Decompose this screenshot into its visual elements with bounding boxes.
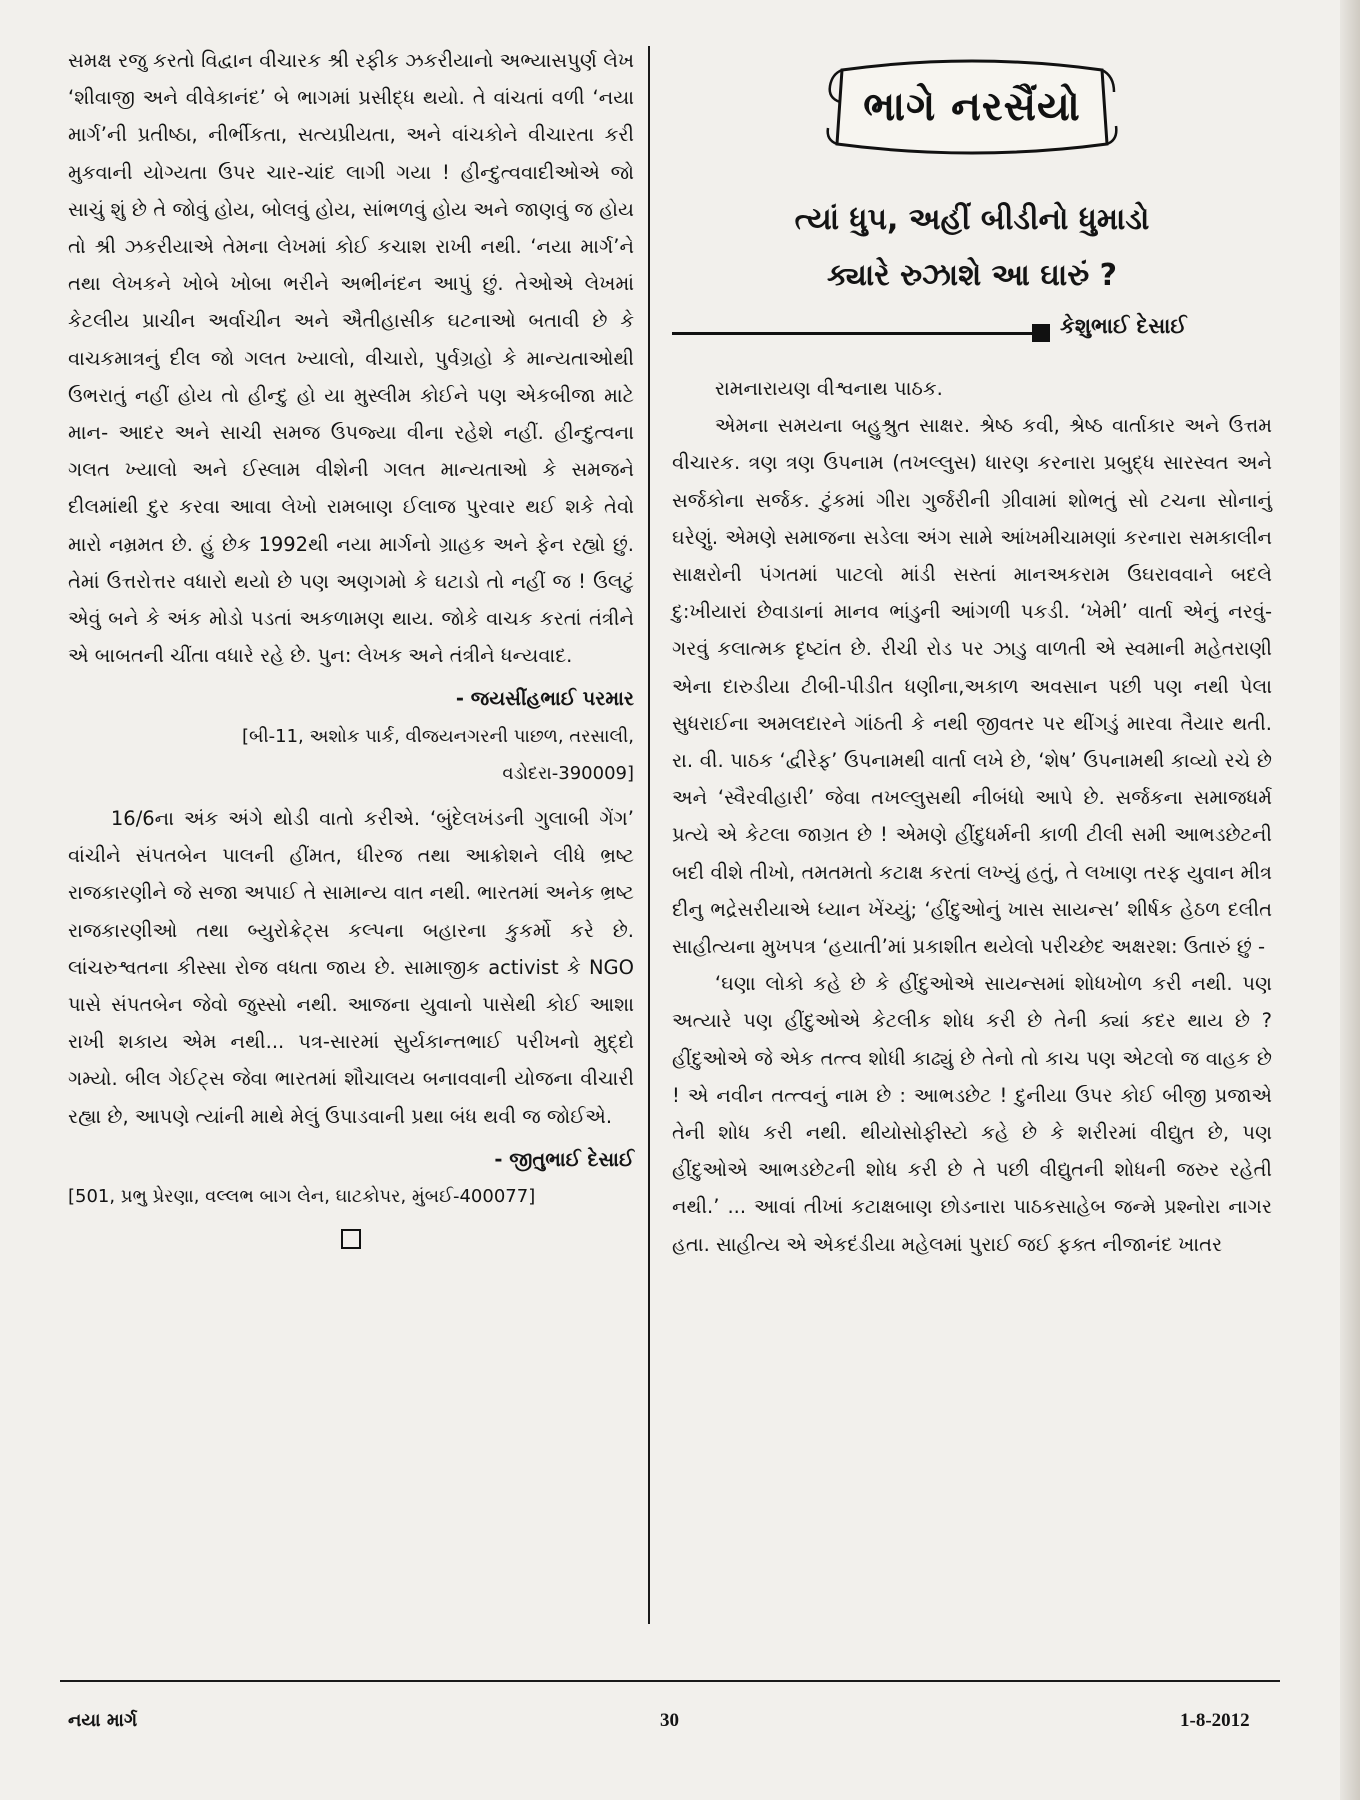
article-body bbox=[672, 370, 1272, 1263]
section-banner bbox=[672, 42, 1272, 192]
article-headline-line2: ક્યારે રુઝાશે આ ઘારું ? bbox=[826, 258, 1118, 293]
letter-1-address-line1: [બી-11, અશોક પાર્ક, વીજયનગરની પાછળ, તરસાલી, bbox=[242, 725, 634, 747]
letter-2-signature: - જીતુભાઈ દેસાઈ bbox=[494, 1147, 634, 1171]
byline-square-icon bbox=[1032, 324, 1050, 342]
letter-2-address: [501, પ્રભુ પ્રેરણા, વલ્લભ બાગ લેન, ઘાટકોપર, મુંબઈ-400077] bbox=[68, 1186, 536, 1208]
letters-column bbox=[68, 42, 634, 1257]
article-paragraph-2: ‘ઘણા લોકો કહે છે કે હીંદુઓએ સાયન્સમાં શોધખોળ કરી નથી. પણ અત્યારે પણ હીંદુઓએ કેટલીક શોધ કરી છે તેની ક્યાં કદર થાય છે ? હીંદુઓએ જે એક તત્ત્વ શોધી કાઢ્યું છે તેનો તો કાચ પણ એટલો જ વાહક છે ! એ નવીન તત્ત્વનું નામ છે : આભડછેટ ! દુનીયા ઉપર કોઈ બીજી પ્રજાએ તેની શોધ કરી નથી. થીયોસોફીસ્ટો કહે છે કે શરીરમાં વીદ્યુત છે, પણ હીંદુઓએ આભડછેટની શોધ કરી છે તે પછી વીદ્યુતની શોધની જરુર રહેતી નથી.’ ... આવાં તીખાં કટાક્ષબાણ છોડનારા પાઠકસાહેબ જન્મે પ્રશ્નોરા નાગર હતા. સાહીત્ય એ એકદંડીયા મહેલમાં પુરાઈ જઈ ફક્ત નીજાનંદ ખાતર bbox=[672, 972, 1272, 1256]
article-paragraph-1: એમના સમયના બહુશ્રુત સાક્ષર. શ્રેષ્ઠ કવી, શ્રેષ્ઠ વાર્તાકાર અને ઉત્તમ વીચારક. ત્રણ ત્રણ ઉપનામ (તખલ્લુસ) ધારણ કરનારા પ્રબુદ્ધ સારસ્વત અને સર્જકોના સર્જક. ટુંકમાં ગીરા ગુર્જરીની ગ્રીવામાં શોભતું સો ટચના સોનાનું ઘરેણું. એમણે સમાજના સડેલા અંગ સામે આંખમીચામણાં કરનારા સમકાલીન સાક્ષરોની પંગતમાં પાટલો માંડી સસ્તાં માનઅકરામ ઉઘરાવવાને બદલે દુ:ખીયારાં છેવાડાનાં માનવ ભાંડુની આંગળી પકડી. ‘ખેમી’ વાર્તા એનું નરવું-ગરવું કલાત્મક દૃષ્ટાંત છે. રીચી રોડ પર ઝાડુ વાળતી એ સ્વમાની મહેતરાણી એના દારુડીયા ટીબી-પીડીત ધણીના,અકાળ અવસાન પછી પણ નથી પેલા સુધરાઈના અમલદારને ગાંઠતી કે નથી જીવતર પર થીંગડું મારવા તૈયાર થતી. રા. વી. પાઠક ‘દ્વીરેફ’ ઉપનામથી વાર્તા લખે છે, ‘શેષ’ ઉપનામથી કાવ્યો રચે છે અને ‘સ્વૈરવીહારી’ જેવા તખલ્લુસથી નીબંધો આપે છે. સર્જકના સમાજધર્મ પ્રત્યે એ કેટલા જાગ્રત છે ! એમણે હીંદુધર્મની કાળી ટીલી સમી આભડછેટની બદી વીશે તીખો, તમતમતો કટાક્ષ કરતાં લખ્યું હતું, તે લખાણ તરફ યુવાન મીત્ર દીનુ ભદ્રેસરીયાએ ધ્યાન ખેંચ્યું; ‘હીંદુઓનું ખાસ સાયન્સ’ શીર્ષક હેઠળ દલીત સાહીત્યના મુખપત્ર ‘હયાતી’માં પ્રકાશીત થયેલો પરીચ્છેદ અક્ષરશ: ઉતારું છું - bbox=[672, 414, 1272, 959]
author-name: કેશુભાઈ દેસાઈ bbox=[1060, 314, 1187, 338]
end-mark-icon bbox=[68, 1219, 634, 1256]
article-column bbox=[672, 42, 1272, 1263]
footer-rule bbox=[60, 1680, 1280, 1682]
article-intro: રામનારાયણ વીશ્વનાથ પાઠક. bbox=[714, 377, 943, 400]
article-headline-line1: ત્યાં ધુપ, અહીં બીડીનો ધુમાડો bbox=[794, 202, 1150, 237]
page-number: 30 bbox=[660, 1710, 679, 1731]
page-edge-shadow bbox=[1340, 0, 1360, 1800]
letter-2-body: 16/6ના અંક અંગે થોડી વાતો કરીએ. ‘બુંદેલખંડની ગુલાબી ગેંગ’ વાંચીને સંપતબેન પાલની હીંમત, ધીરજ તથા આક્રોશને લીધે ભ્રષ્ટ રાજકારણીને જે સજા અપાઈ તે સામાન્ય વાત નથી. ભારતમાં અનેક ભ્રષ્ટ રાજકારણીઓ તથા બ્યુરોક્રેટ્સ કલ્પના બહારના કુકર્મો કરે છે. લાંચરુશ્વતના કીસ્સા રોજ વધતા જાય છે. સામાજીક activist કે NGO પાસે સંપતબેન જેવો જુસ્સો નથી. આજના યુવાનો પાસેથી કોઈ આશા રાખી શકાય એમ નથી... પત્ર-સારમાં સુર્યકાન્તભાઈ પરીખનો મુદ્દો ગમ્યો. બીલ ગેઈટ્સ જેવા ભારતમાં શૌચાલય બનાવવાની યોજના વીચારી રહ્યા છે, આપણે ત્યાંની માથે મેલું ઉપાડવાની પ્રથા બંધ થવી જ જોઈએ. bbox=[68, 807, 634, 1128]
letter-1-body: સમક્ષ રજુ કરતો વિદ્વાન વીચારક શ્રી રફીક ઝકરીયાનો અભ્યાસપુર્ણ લેખ ‘શીવાજી અને વીવેકાનંદ’ બે ભાગમાં પ્રસીદ્ધ થયો. તે વાંચતાં વળી ‘નયા માર્ગ’ની પ્રતીષ્ઠા, નીર્ભીકતા, સત્યપ્રીયતા, અને વાંચકોને વીચારતા કરી મુકવાની યોગ્યતા ઉપર ચાર-ચાંદ લાગી ગયા ! હીન્દુત્વવાદીઓએ જો સાચું શું છે તે જોવું હોય, બોલવું હોય, સાંભળવું હોય અને જાણવું જ હોય તો શ્રી ઝકરીયાએ તેમના લેખમાં કોઈ કચાશ રાખી નથી. ‘નયા માર્ગ’ને તથા લેખકને ખોબે ખોબા ભરીને અભીનંદન આપું છું. તેઓએ લેખમાં કેટલીય પ્રાચીન અર્વાચીન અને ઐતીહાસીક ઘટનાઓ બતાવી છે કે વાચકમાત્રનું દીલ જો ગલત ખ્યાલો, વીચારો, પુર્વગ્રહો કે માન્યતાઓથી ઉભરાતું નહીં હોય તો હીન્દુ હો યા મુસ્લીમ કોઈને પણ એકબીજા માટે માન- આદર અને સાચી સમજ ઉપજ્યા વીના રહેશે નહીં. હીન્દુત્વના ગલત ખ્યાલો અને ઈસ્લામ વીશેની ગલત માન્યતાઓ કે સમજને દીલમાંથી દુર કરવા આવા લેખો રામબાણ ઈલાજ પુરવાર થઈ શકે તેવો મારો નમ્રમત છે. હું છેક 1992થી નયા માર્ગનો ગ્રાહક અને ફેન રહ્યો છું. તેમાં ઉત્તરોત્તર વધારો થયો છે પણ અણગમો કે ઘટાડો તો નહીં જ ! ઉલટું એવું બને કે અંક મોડો પડતાં અકળામણ થાય. જોકે વાચક કરતાં તંત્રીને એ બાબતની ચીંતા વધારે રહે છે. પુન: લેખક અને તંત્રીને ધન્યવાદ. bbox=[68, 49, 634, 668]
issue-date: 1-8-2012 bbox=[1180, 1710, 1250, 1731]
column-divider bbox=[648, 46, 650, 1624]
section-title: ભાગે નરસૈંયો bbox=[863, 84, 1081, 130]
letter-1-address-line2: વડોદરા-390009] bbox=[502, 762, 634, 784]
author-byline bbox=[672, 312, 1272, 356]
publication-name: નયા માર્ગ bbox=[68, 1710, 138, 1731]
byline-rule bbox=[672, 332, 1032, 335]
letter-1-signature: - જયસીંહભાઈ પરમાર bbox=[455, 687, 634, 711]
